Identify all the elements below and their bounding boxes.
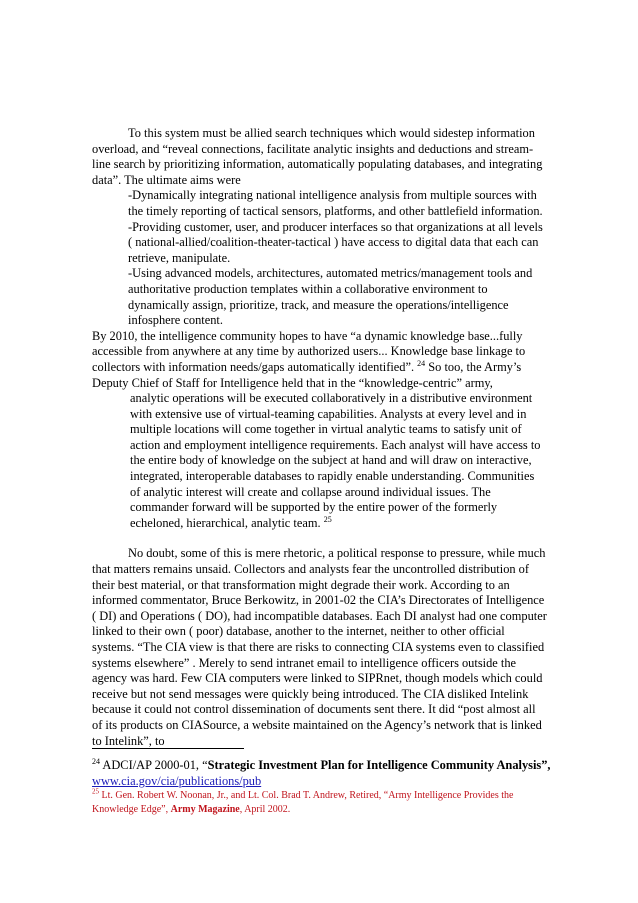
block-quote-knowledge-centric: [128, 391, 547, 531]
block-quote-text: analytic operations will be executed collaboratively in a distributive environment with extensive use of virtual-teaming capabilities. Analysts at every level and in multiple locations will come together in virtual analytic teams to satisfy unit of action and employment intelligence requirements. Each analyst will have access to the entire body of knowledge on the subject at hand and will draw on interactive, integrated, interoperable databases to rapidly enable understanding. Communities of analytic interest will create and collapse around individual issues. The commander forward will be supported by the entire power of the formerly echeloned, hierarchical, analytic team.: [130, 391, 541, 530]
footnote-25-lead: Lt. Gen. Robert W. Noonan, Jr., and Lt. Col. Brad T. Andrew, Retired, “Army Intelligence Provides the Knowledge Edge”,: [92, 790, 514, 815]
footnote-24-title: Strategic Investment Plan for Intelligence Community Analysis”,: [207, 758, 551, 772]
footnote-24-number: 24: [92, 756, 100, 766]
aim-item-dynamic-integration: -Dynamically integrating national intelligence analysis from multiple sources with the timely reporting of tactical sensors, platforms, and other battlefield information.: [128, 188, 543, 218]
paragraph-knowledge-base: [92, 329, 547, 391]
footnote-25-magazine: Army Magazine: [170, 803, 240, 815]
footnote-divider: [92, 748, 244, 749]
paragraph-search-techniques: To this system must be allied search techniques which would sidestep information overload, and “reveal connections, facilitate analytic insights and deductions and stream-line search by prioritizing information, automatically populating databases, and integrating data”. The ultimate aims were: [92, 126, 543, 187]
footnote-24-link[interactable]: www.cia.gov/cia/publications/pub: [92, 774, 262, 788]
document-body: [92, 126, 547, 749]
paragraph-knowledge-base-text-a: By 2010, the intelligence community hopes to have “a dynamic knowledge base...fully accessible from anywhere at any time by authorized users... Knowledge base linkage to collectors with information needs/gaps automatically identified”.: [92, 328, 526, 374]
footnote-ref-25[interactable]: 25: [323, 514, 332, 524]
footnote-25-tail: , April 2002.: [239, 803, 291, 815]
aim-item-advanced-models: -Using advanced models, architectures, automated metrics/management tools and authoritative production templates within a collaborative environment to dynamically assign, prioritize, track, and measure the operations/intelligence infosphere content.: [128, 266, 533, 328]
footnote-24-lead: ADCI/AP 2000-01, “: [100, 758, 208, 772]
footnote-24: [92, 757, 552, 789]
aim-item-interfaces: -Providing customer, user, and producer interfaces so that organizations at all levels ( national-allied/coalition-theater-tactical ) have access to digital data that each can retrieve, manipulate.: [128, 219, 543, 265]
footnote-ref-24[interactable]: 24: [417, 358, 426, 368]
paragraph-knowledge-base-text-b: So too, the Army’s Deputy Chief of Staff for Intelligence held that in the “knowledge-centric” army,: [92, 359, 522, 390]
paragraph-rhetoric: No doubt, some of this is mere rhetoric, a political response to pressure, while much that matters remains unsaid. Collectors and analysts fear the uncontrolled distribution of their best material, or that transformation might degrade their work. According to an informed commentator, Bruce Berkowitz, in 2001-02 the CIA’s Directorates of Intelligence ( DI) and Operations ( DO), had incompatible databases. Each DI analyst had one computer linked to their own ( poor) database, another to the internet, neither to other official systems. “The CIA view is that there are risks to connecting CIA systems even to classified systems elsewhere” . Merely to send intranet email to intelligence officers outside the agency was hard. Few CIA computers were linked to SIPRnet, though models which could receive but not send messages were quickly being introduced. The CIA disliked Intelink because it could not control dissemination of documents sent there. It did “post almost all of its products on CIASource, a website maintained on the Agency’s network that is linked to Intelink”, to: [92, 546, 547, 748]
paragraph-spacer: [92, 531, 547, 546]
footnote-25: [92, 789, 552, 816]
footnote-25-number: 25: [92, 787, 99, 796]
footnotes-section: [92, 757, 552, 816]
